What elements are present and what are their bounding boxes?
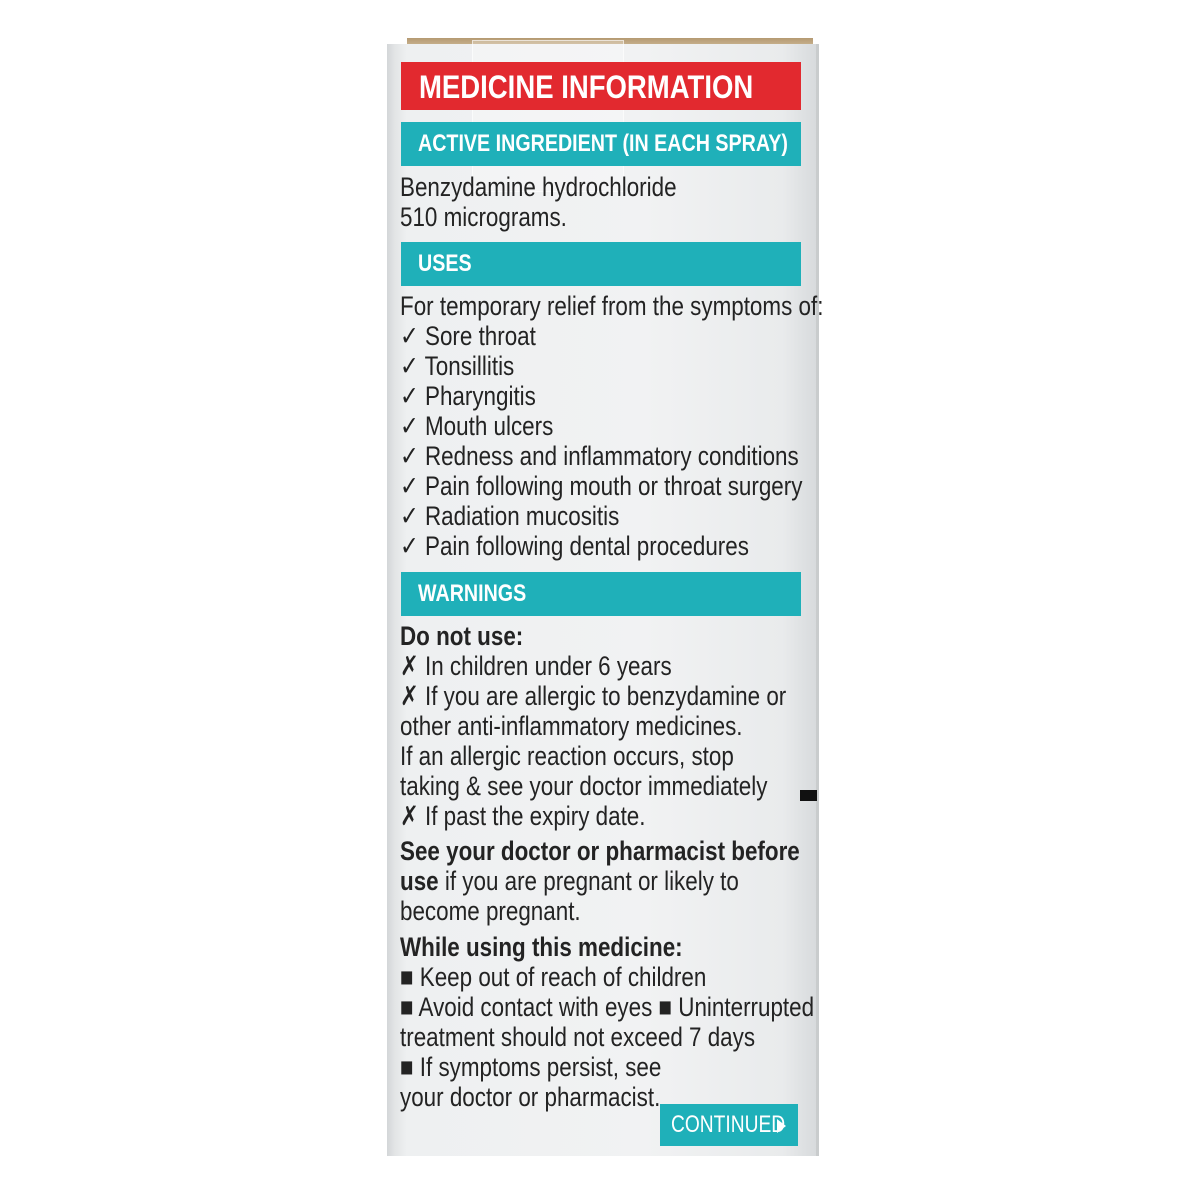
list-item: ✗ If you are allergic to benzydamine or — [400, 681, 787, 711]
list-item: ■ Avoid contact with eyes ■ Uninterrupted — [400, 992, 815, 1022]
list-item: other anti-inflammatory medicines. — [400, 711, 743, 741]
continued-badge — [660, 1104, 798, 1146]
warnings-heading — [401, 572, 801, 616]
list-item: ✓ Pharyngitis — [400, 381, 536, 411]
list-item: ✗ In children under 6 years — [400, 651, 672, 681]
play-arrow-icon — [777, 1119, 786, 1133]
box-edge — [816, 44, 819, 1156]
active-ingredient-text — [400, 172, 810, 232]
list-item: ✓ Pain following dental procedures — [400, 531, 749, 561]
list-item: your doctor or pharmacist. — [400, 1082, 661, 1112]
active-ingredient-heading-text: ACTIVE INGREDIENT (IN EACH SPRAY) — [418, 130, 788, 157]
warnings-text — [400, 621, 810, 831]
ingredient-amount: 510 micrograms. — [400, 202, 567, 232]
list-item: ✗ If past the expiry date. — [400, 801, 646, 831]
list-item: treatment should not exceed 7 days — [400, 1022, 756, 1052]
see-doctor-bold-use: use — [400, 866, 439, 896]
list-item: ✓ Redness and inflammatory conditions — [400, 441, 799, 471]
list-item: ■ If symptoms persist, see — [400, 1052, 662, 1082]
warnings-heading-text: WARNINGS — [418, 580, 527, 607]
see-doctor-bold: See your doctor or pharmacist before — [400, 836, 800, 866]
banner-title: MEDICINE INFORMATION — [419, 69, 754, 105]
ingredient-name: Benzydamine hydrochloride — [400, 172, 677, 202]
uses-intro: For temporary relief from the symptoms of: — [400, 291, 824, 321]
uses-heading — [401, 242, 801, 286]
uses-heading-text: USES — [418, 250, 472, 277]
while-using-heading: While using this medicine: — [400, 932, 683, 962]
continued-label: CONTINUED — [671, 1111, 786, 1138]
uses-list — [400, 291, 824, 561]
while-using-section — [400, 932, 815, 1112]
list-item: ■ Keep out of reach of children — [400, 962, 707, 992]
medicine-information-banner — [401, 62, 801, 110]
pregnancy-text-end: become pregnant. — [400, 896, 581, 926]
do-not-use-heading: Do not use: — [400, 621, 524, 651]
pregnancy-warning — [400, 836, 810, 926]
list-item: ✓ Sore throat — [400, 321, 536, 351]
active-ingredient-heading — [401, 122, 801, 166]
list-item: ✓ Radiation mucositis — [400, 501, 620, 531]
list-item: ✓ Pain following mouth or throat surgery — [400, 471, 803, 501]
pregnancy-text: if you are pregnant or likely to — [438, 866, 739, 896]
list-item: If an allergic reaction occurs, stop — [400, 741, 734, 771]
list-item: taking & see your doctor immediately — [400, 771, 768, 801]
list-item: ✓ Tonsillitis — [400, 351, 515, 381]
list-item: ✓ Mouth ulcers — [400, 411, 554, 441]
print-registration-mark — [800, 790, 817, 801]
